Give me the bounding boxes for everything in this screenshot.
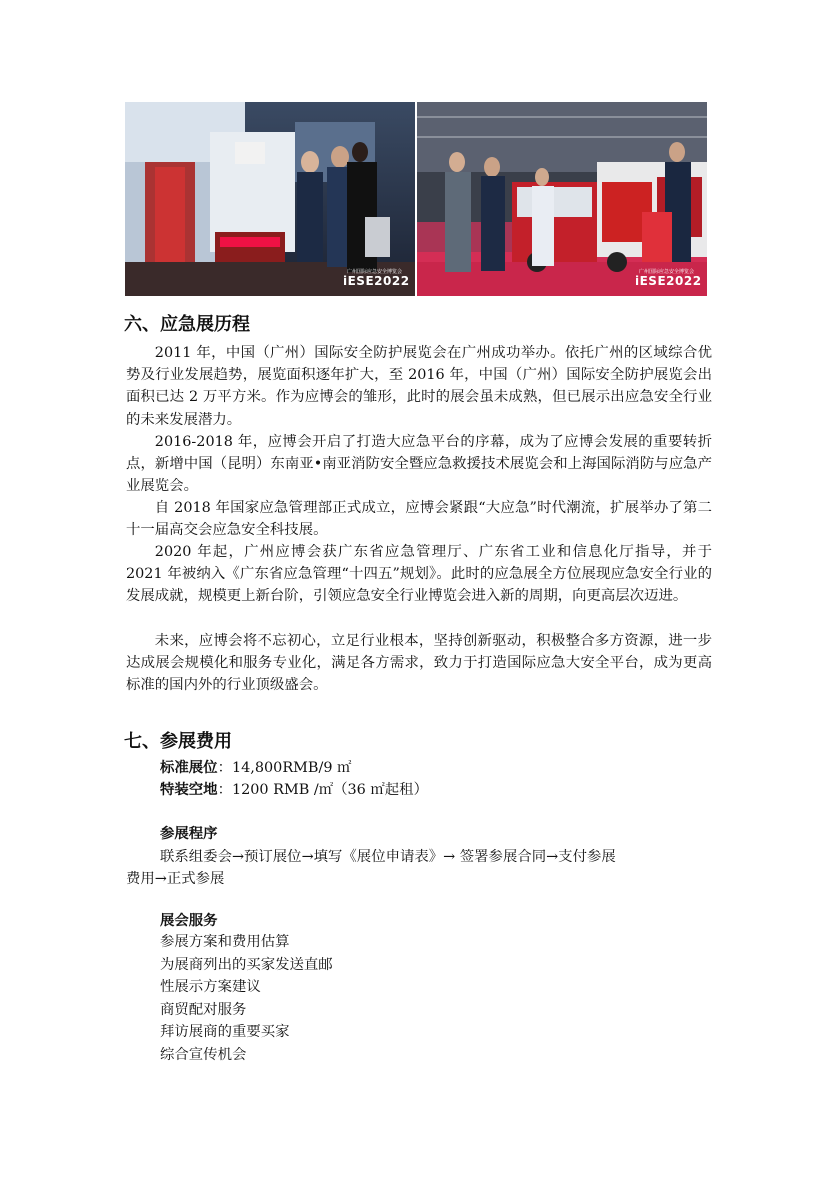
list-item: 综合宣传机会 [160, 1046, 247, 1063]
standard-booth-price [160, 757, 351, 779]
section-7-heading: 七、参展费用 [124, 731, 232, 752]
list-item: 性展示方案建议 [160, 979, 261, 996]
exhibition-photo-right [417, 102, 707, 296]
list-item: 参展方案和费用估算 [160, 934, 290, 950]
list-item: 商贸配对服务 [160, 1001, 247, 1018]
history-paragraph: 2020 年起，广州应博会获广东省应急管理厅、广东省工业和信息化厅指导，并于 2021 年被纳入《广东省应急管理“十四五”规划》。此时的应急展全方位展现应急安全行业的发展成就，规模更上新台阶，引领应急安全行业博览会进入新的周期，向更高层次迈进。 [126, 544, 712, 605]
list-item: 为展商列出的买家发送直邮 [160, 956, 333, 973]
procedure-steps: 联系组委会→预订展位→填写《展位申请表》→ 签署参展合同→支付参展 [160, 849, 616, 865]
history-paragraph: 自 2018 年国家应急管理部正式成立，应博会紧跟“大应急”时代潮流，扩展举办了第二十一届高交会应急安全科技展。 [126, 500, 712, 539]
standard-booth-value: ：14,800RMB/9 ㎡ [217, 760, 352, 776]
photo-logo: iESE2022 [635, 274, 702, 288]
raw-space-price [160, 779, 428, 801]
procedure-steps-cont: 费用→正式参展 [126, 871, 225, 887]
photo-logo-subtitle: 广州国际应急安全博览会 [347, 269, 403, 275]
services-list [160, 931, 333, 1067]
photo-strip [125, 102, 707, 296]
history-paragraph: 2011 年，中国（广州）国际安全防护展览会在广州成功举办。依托广州的区域综合优势及行业发展趋势，展览面积逐年扩大，至 2016 年，中国（广州）国际安全防护展览会出面积已达 2 万平方米。作为应博会的雏形，此时的展会虽未成熟，但已展示出应急安全行业的未来发展潜力。 [126, 345, 712, 428]
standard-booth-label: 标准展位 [160, 760, 218, 776]
photo-logo-subtitle: 广州国际应急安全博览会 [639, 269, 695, 275]
section-6-heading: 六、应急展历程 [124, 314, 250, 335]
history-paragraph: 未来，应博会将不忘初心，立足行业根本，坚持创新驱动，积极整合多方资源，进一步达成展会规模化和服务专业化，满足各方需求，致力于打造国际应急大安全平台，成为更高标准的国内外的行业顶级盛会。 [126, 633, 712, 694]
photo-logo: iESE2022 [343, 274, 410, 288]
procedure-heading: 参展程序 [160, 826, 218, 842]
services-heading: 展会服务 [160, 913, 218, 929]
list-item: 拜访展商的重要买家 [160, 1024, 290, 1041]
fire-truck-hall-illustration [417, 102, 707, 296]
history-paragraph: 2016-2018 年，应博会开启了打造大应急平台的序幕，成为了应博会发展的重要转折点，新增中国（昆明）东南亚•南亚消防安全暨应急救援技术展览会和上海国际消防与应急产业展览会。 [126, 434, 712, 495]
booth-visitors-illustration [125, 102, 415, 296]
raw-space-value: ：1200 RMB /㎡（36 ㎡起租） [217, 782, 428, 798]
raw-space-label: 特装空地 [160, 782, 218, 798]
exhibition-photo-left [125, 102, 415, 296]
